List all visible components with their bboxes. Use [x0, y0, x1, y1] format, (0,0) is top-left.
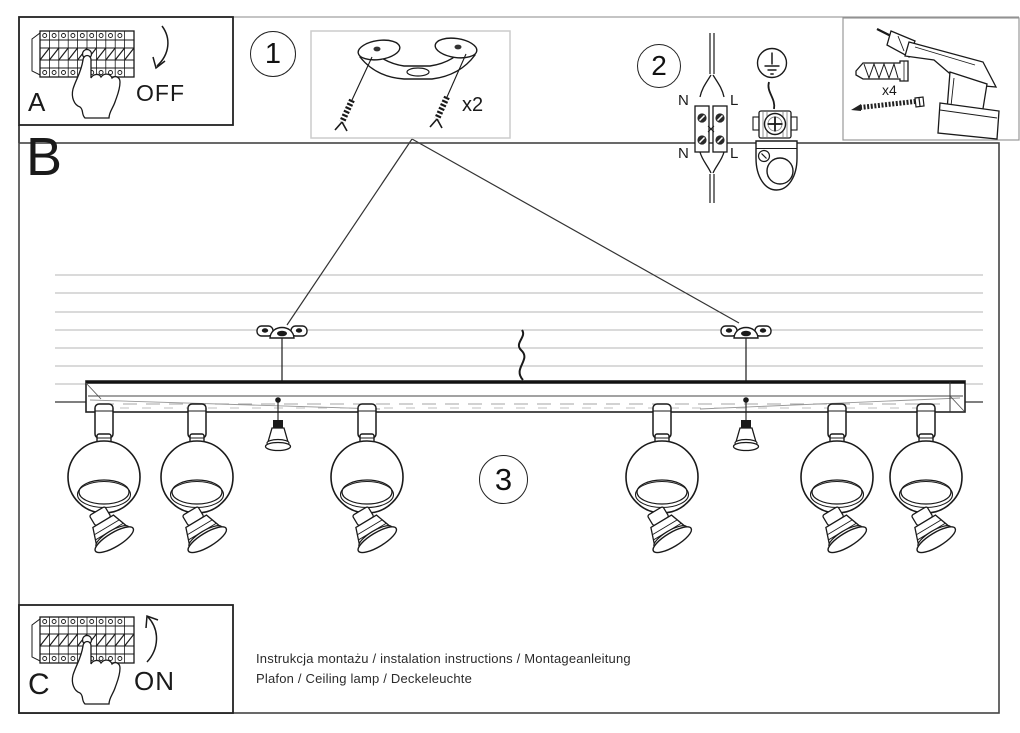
wire-live-top-label: L	[730, 92, 739, 109]
bracket-parts-box	[311, 31, 510, 138]
step-1-badge	[250, 31, 296, 77]
spot-lamp-6	[890, 404, 962, 557]
step-2-number: 2	[651, 50, 667, 81]
terminal-block-icon	[695, 33, 727, 203]
section-a-label: A	[28, 87, 46, 117]
power-cable-icon	[519, 330, 525, 380]
on-label: ON	[134, 666, 175, 696]
step-3-number: 3	[494, 461, 513, 497]
spot-lamp-3	[331, 404, 403, 557]
wire-neutral-bottom-label: N	[678, 145, 689, 162]
spot-lamp-2	[161, 404, 233, 557]
section-c-label: C	[28, 668, 50, 701]
wire-live-bottom-label: L	[730, 145, 739, 162]
off-label: OFF	[136, 80, 185, 106]
spot-lamp-4	[626, 404, 698, 557]
section-b-label: B	[26, 127, 63, 187]
spot-lamp-1	[68, 404, 140, 557]
anchor-quantity-label: x4	[882, 82, 897, 98]
step-1-number: 1	[264, 37, 282, 70]
ceiling-bracket-left-icon	[257, 326, 307, 381]
ceiling-bracket-right-icon	[721, 326, 771, 381]
spot-lamp-5	[801, 404, 873, 557]
footer-product-line: Plafon / Ceiling lamp / Deckeleuchte	[256, 671, 473, 686]
ground-symbol-icon	[758, 49, 787, 78]
step-3-badge	[479, 455, 528, 504]
wire-neutral-top-label: N	[678, 92, 689, 109]
ceiling-hook-icon	[753, 82, 797, 190]
leader-lines	[287, 139, 739, 325]
footer-instructions-line: Instrukcja montażu / instalation instructions / Montageanleitung	[256, 651, 631, 666]
step-2-badge	[637, 44, 681, 88]
bracket-quantity-label: x2	[462, 94, 484, 116]
wall-plug-icon	[856, 61, 908, 81]
